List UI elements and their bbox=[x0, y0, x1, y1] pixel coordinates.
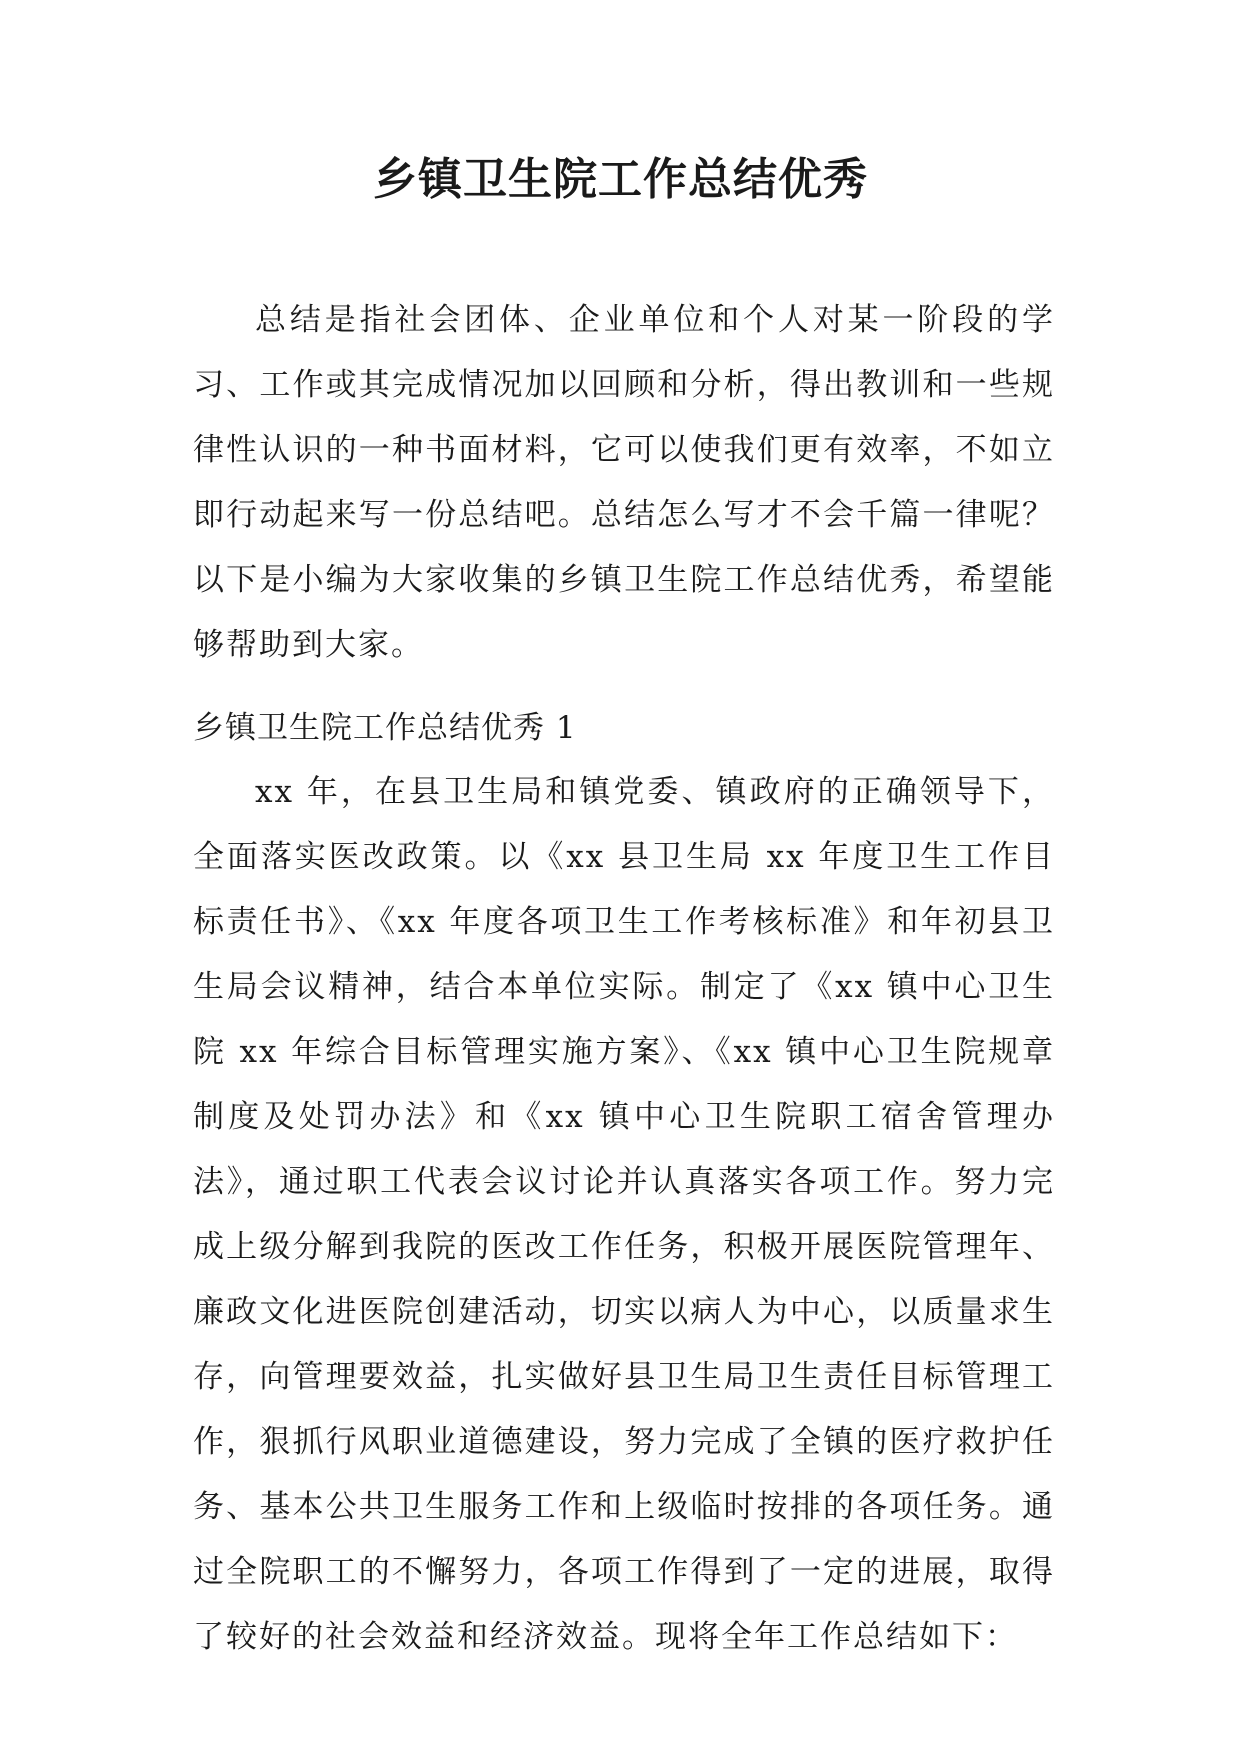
intro-paragraph: 总结是指社会团体、企业单位和个人对某一阶段的学习、工作或其完成情况加以回顾和分析，得出教训和一些规律性认识的一种书面材料，它可以使我们更有效率，不如立即行动起来写一份总结吧。总结怎么写才不会千篇一律呢？以下是小编为大家收集的乡镇卫生院工作总结优秀，希望能够帮助到大家。 bbox=[193, 302, 1055, 663]
document-title: 乡镇卫生院工作总结优秀 bbox=[373, 154, 868, 205]
section-heading: 乡镇卫生院工作总结优秀 1 bbox=[193, 710, 577, 746]
section-paragraph: xx 年，在县卫生局和镇党委、镇政府的正确领导下，全面落实医改政策。以《xx 县卫生局 xx 年度卫生工作目标责任书》、《xx 年度各项卫生工作考核标准》和年初县卫生局会议精神，结合本单位实际。制定了《xx 镇中心卫生院 xx 年综合目标管理实施方案》、《xx 镇中心卫生院规章制度及处罚办法》和《xx 镇中心卫生院职工宿舍管理办法》，通过职工代表会议讨论并认真落实各项工作。努力完成上级分解到我院的医改工作任务，积极开展医院管理年、廉政文化进医院创建活动，切实以病人为中心，以质量求生存，向管理要效益，扎实做好县卫生局卫生责任目标管理工作，狠抓行风职业道德建设，努力完成了全镇的医疗救护任务、基本公共卫生服务工作和上级临时按排的各项任务。通过全院职工的不懈努力，各项工作得到了一定的进展，取得了较好的社会效益和经济效益。现将全年工作总结如下： bbox=[193, 774, 1055, 1655]
